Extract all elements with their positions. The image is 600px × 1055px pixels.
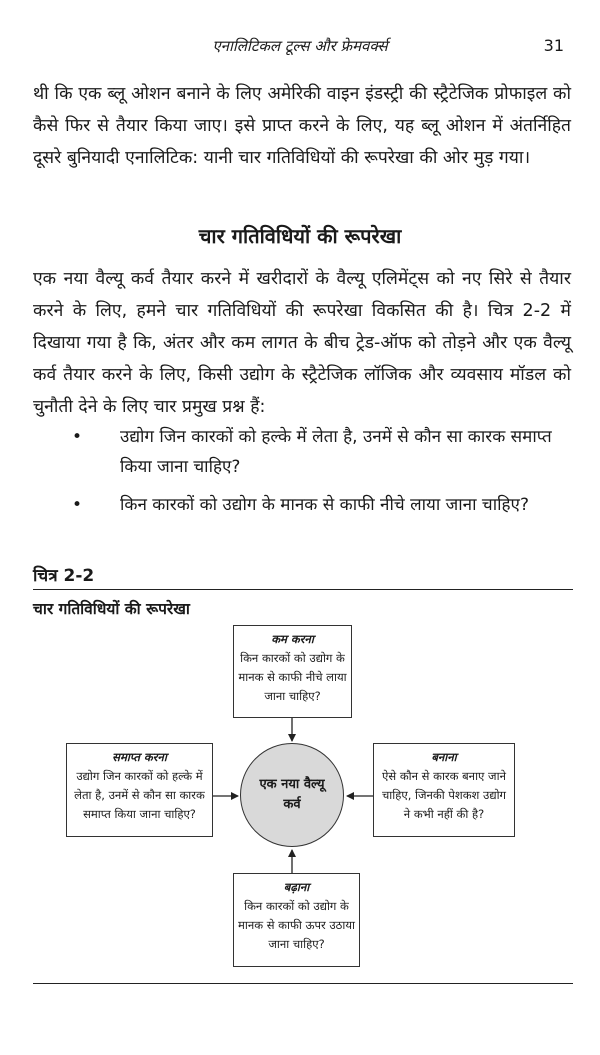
eliminate-box-title: समाप्त करना	[112, 750, 167, 764]
reduce-box	[233, 625, 352, 718]
question-list	[62, 422, 572, 528]
list-item	[62, 490, 572, 520]
running-header-title: एनालिटिकल टूल्स और फ्रेमवर्क्स	[212, 37, 388, 55]
eliminate-box-text: उद्योग जिन कारकों को हल्के में लेता है, उनमें से कौन सा कारक समाप्त किया जाना चाहिए?	[74, 769, 205, 821]
figure-bottom-rule	[33, 983, 573, 984]
page-number: 31	[543, 36, 564, 55]
bullet-icon: •	[72, 495, 83, 515]
reduce-box-text: किन कारकों को उद्योग के मानक से काफी नीचे लाया जाना चाहिए?	[238, 651, 347, 703]
create-box-text: ऐसे कौन से कारक बनाए जाने चाहिए, जिनकी पेशकश उद्योग ने कभी नहीं की है?	[381, 769, 507, 821]
raise-box	[233, 873, 360, 967]
new-value-curve-circle: एक नया वैल्यू कर्व	[240, 743, 344, 847]
reduce-box-title: कम करना	[271, 632, 314, 646]
list-item-text: किन कारकों को उद्योग के मानक से काफी नीचे लाया जाना चाहिए?	[120, 495, 529, 515]
raise-box-title: बढ़ाना	[283, 880, 310, 894]
intro-paragraph: थी कि एक ब्लू ओशन बनाने के लिए अमेरिकी वाइन इंडस्ट्री की स्ट्रैटेजिक प्रोफाइल को कैसे फिर से तैयार किया जाए। इसे प्राप्त करने के लिए, यह ब्लू ओशन में अंतर्निहित दूसरे बुनियादी एनालिटिक: यानी चार गतिविधियों की रूपरेखा की ओर मुड़ गया।	[33, 84, 571, 168]
eliminate-box	[66, 743, 213, 837]
section-heading: चार गतिविधियों की रूपरेखा	[198, 224, 402, 248]
section-paragraph: एक नया वैल्यू कर्व तैयार करने में खरीदारों के वैल्यू एलिमेंट्स को नए सिरे से तैयार करने के लिए, हमने चार गतिविधियों की रूपरेखा विकसित की है। चित्र 2-2 में दिखाया गया है कि, अंतर और कम लागत के बीच ट्रेड-ऑफ को तोड़ने और एक वैल्यू कर्व तैयार करने के लिए, किसी उद्योग के स्ट्रैटेजिक लॉजिक और व्यवसाय मॉडल को चुनौती देने के लिए चार प्रमुख प्रश्न हैं:	[33, 269, 571, 417]
create-box-title: बनाना	[431, 750, 457, 764]
figure-top-rule	[33, 589, 573, 590]
raise-box-text: किन कारकों को उद्योग के मानक से काफी ऊपर उठाया जाना चाहिए?	[238, 899, 355, 951]
list-item	[62, 422, 572, 482]
figure-title: चार गतिविधियों की रूपरेखा	[33, 600, 190, 618]
figure-label: चित्र 2-2	[33, 566, 95, 586]
list-item-text: उद्योग जिन कारकों को हल्के में लेता है, उनमें से कौन सा कारक समाप्त किया जाना चाहिए?	[120, 427, 552, 477]
create-box	[373, 743, 515, 837]
bullet-icon: •	[72, 427, 83, 447]
